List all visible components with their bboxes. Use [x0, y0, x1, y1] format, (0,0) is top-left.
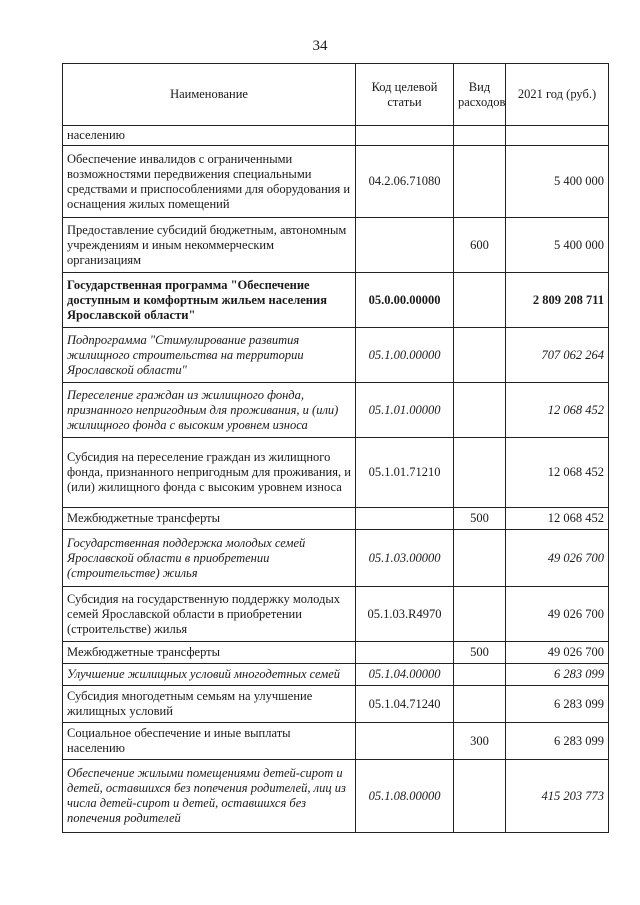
- row-code-cell: [356, 642, 454, 664]
- row-type-cell: 500: [454, 642, 506, 664]
- row-code-cell: 05.0.00.00000: [356, 273, 454, 328]
- row-amount-cell: 6 283 099: [506, 686, 609, 723]
- row-type-cell: [454, 664, 506, 686]
- row-name-cell: Субсидия на государственную поддержку молодых семей Ярославской области в приобретении (строительстве) жилья: [63, 587, 356, 642]
- table-row: [63, 686, 609, 723]
- header-type: Вид расходов: [454, 64, 506, 126]
- row-amount-cell: 49 026 700: [506, 642, 609, 664]
- table-row: [63, 530, 609, 587]
- table-row: [63, 383, 609, 438]
- row-name-cell: населению: [63, 126, 356, 146]
- table-header-row: [63, 64, 609, 126]
- row-code-cell: 05.1.04.71240: [356, 686, 454, 723]
- row-name-cell: Межбюджетные трансферты: [63, 642, 356, 664]
- row-code-cell: 05.1.00.00000: [356, 328, 454, 383]
- row-type-cell: [454, 328, 506, 383]
- row-type-cell: [454, 383, 506, 438]
- row-amount-cell: 12 068 452: [506, 383, 609, 438]
- table-row: [63, 664, 609, 686]
- table-body: [63, 126, 609, 833]
- table-row: [63, 438, 609, 508]
- row-type-cell: [454, 146, 506, 218]
- row-name-cell: Субсидия на переселение граждан из жилищного фонда, признанного непригодным для проживания, и (или) жилищного фонда с высоким уровнем износа: [63, 438, 356, 508]
- row-code-cell: [356, 723, 454, 760]
- header-name: Наименование: [63, 64, 356, 126]
- table-row: [63, 328, 609, 383]
- row-code-cell: [356, 126, 454, 146]
- row-type-cell: [454, 587, 506, 642]
- row-amount-cell: 12 068 452: [506, 438, 609, 508]
- row-name-cell: Улучшение жилищных условий многодетных семей: [63, 664, 356, 686]
- row-amount-cell: 6 283 099: [506, 664, 609, 686]
- row-type-cell: [454, 686, 506, 723]
- row-amount-cell: 707 062 264: [506, 328, 609, 383]
- table-row: [63, 218, 609, 273]
- row-type-cell: [454, 273, 506, 328]
- table-row: [63, 508, 609, 530]
- row-type-cell: 600: [454, 218, 506, 273]
- row-code-cell: 05.1.03.00000: [356, 530, 454, 587]
- row-amount-cell: 5 400 000: [506, 146, 609, 218]
- row-code-cell: 05.1.08.00000: [356, 760, 454, 833]
- row-amount-cell: 49 026 700: [506, 587, 609, 642]
- row-name-cell: Переселение граждан из жилищного фонда, признанного непригодным для проживания, и (или) жилищного фонда с высоким уровнем износа: [63, 383, 356, 438]
- row-code-cell: [356, 508, 454, 530]
- row-amount-cell: 6 283 099: [506, 723, 609, 760]
- row-type-cell: 300: [454, 723, 506, 760]
- table-row: [63, 723, 609, 760]
- row-code-cell: 05.1.01.00000: [356, 383, 454, 438]
- row-name-cell: Межбюджетные трансферты: [63, 508, 356, 530]
- row-name-cell: Предоставление субсидий бюджетным, автономным учреждениям и иным некоммерческим организациям: [63, 218, 356, 273]
- row-name-cell: Государственная поддержка молодых семей Ярославской области в приобретении (строительстве) жилья: [63, 530, 356, 587]
- table-row: [63, 760, 609, 833]
- row-code-cell: 05.1.01.71210: [356, 438, 454, 508]
- row-amount-cell: 49 026 700: [506, 530, 609, 587]
- row-code-cell: 05.1.03.R4970: [356, 587, 454, 642]
- row-type-cell: [454, 760, 506, 833]
- table-row: [63, 146, 609, 218]
- row-amount-cell: 2 809 208 711: [506, 273, 609, 328]
- row-code-cell: 05.1.04.00000: [356, 664, 454, 686]
- row-name-cell: Обеспечение инвалидов с ограниченными возможностями передвижения специальными средствами и приспособлениями для оборудования и оснащения жилых помещений: [63, 146, 356, 218]
- row-type-cell: 500: [454, 508, 506, 530]
- row-name-cell: Социальное обеспечение и иные выплаты населению: [63, 723, 356, 760]
- budget-table: [62, 63, 609, 833]
- header-amount: 2021 год (руб.): [506, 64, 609, 126]
- row-code-cell: [356, 218, 454, 273]
- table-row: [63, 273, 609, 328]
- row-amount-cell: 12 068 452: [506, 508, 609, 530]
- row-type-cell: [454, 438, 506, 508]
- row-name-cell: Обеспечение жилыми помещениями детей-сирот и детей, оставшихся без попечения родителей, лиц из числа детей-сирот и детей, оставшихся без попечения родителей: [63, 760, 356, 833]
- header-code: Код целевой статьи: [356, 64, 454, 126]
- row-amount-cell: 5 400 000: [506, 218, 609, 273]
- row-amount-cell: [506, 126, 609, 146]
- row-name-cell: Субсидия многодетным семьям на улучшение жилищных условий: [63, 686, 356, 723]
- table-row: [63, 642, 609, 664]
- row-type-cell: [454, 530, 506, 587]
- row-code-cell: 04.2.06.71080: [356, 146, 454, 218]
- table-row: [63, 587, 609, 642]
- page-number: 34: [312, 38, 328, 54]
- table-row: [63, 126, 609, 146]
- row-name-cell: Подпрограмма "Стимулирование развития жилищного строительства на территории Ярославской области": [63, 328, 356, 383]
- row-name-cell: Государственная программа "Обеспечение доступным и комфортным жильем населения Ярославской области": [63, 273, 356, 328]
- row-amount-cell: 415 203 773: [506, 760, 609, 833]
- row-type-cell: [454, 126, 506, 146]
